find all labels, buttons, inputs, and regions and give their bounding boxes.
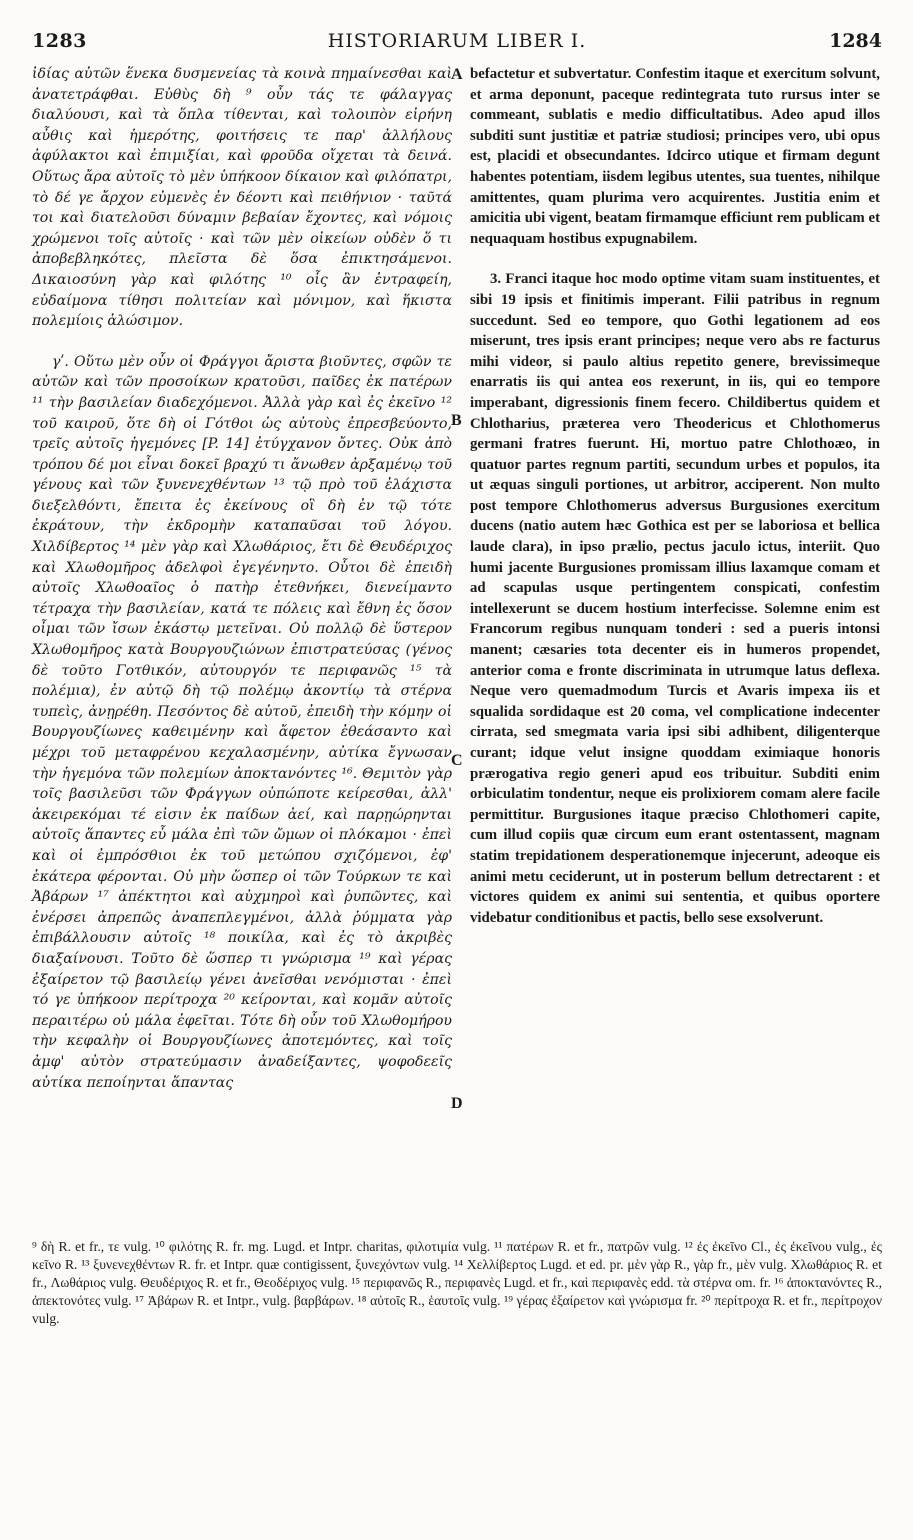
- greek-column: [32, 64, 452, 1093]
- greek-paragraph-2: γʹ. Οὕτω μὲν οὖν οἱ Φράγγοι ἄριστα βιοῦντες, σφῶν τε αὐτῶν καὶ τῶν προσοίκων κρατοῦσι, παῖδες ἐκ πατέρων ¹¹ τὴν βασιλείαν διαδεχόμενοι. Ἀλλὰ γὰρ καὶ ἐς ἐκεῖνο ¹² τοῦ καιροῦ, ὅτε δὴ οἱ Γότθοι ὡς αὐτοὺς ἐπρεσβεύοντο, τρεῖς αὐτοῖς ἡγεμόνες [P. 14] ἐτύγχανον ὄντες. Οὐκ ἀπὸ τρόπου δέ μοι εἶναι δοκεῖ βραχύ τι ἄνωθεν ἀρξαμένῳ τοῦ γένους καὶ τῶν ξυνενεχθέντων ¹³ τῷ πρὸ τοῦ ἐλάχιστα διεξελθόντι, ἔπειτα ἐς ἐκείνους οἳ δὴ ἐν τῷ τότε ἐκράτουν, τὴν ἐκδρομὴν καταπαῦσαι τοῦ λόγου. Χιλδίβερτος ¹⁴ μὲν γὰρ καὶ Χλωθάριος, ἔτι δὲ Θευδέριχος καὶ Χλωθομῆρος ἀδελφοὶ ἐγεγένηντο. Οὗτοι δὲ ἐπειδὴ αὐτοῖς Χλωθοαῖος ὁ πατὴρ ἐτεθνήκει, διενείμαντο τέτραχα τὴν βασιλείαν, κατά τε πόλεις καὶ ἔθνη ἐς ὅσον οἶμαι τῶν ἴσων ἑκάστῳ μετεῖναι. Οὐ πολλῷ δὲ ὕστερον Χλωθομῆρος κατὰ Βουργουζιώνων ἐπιστρατεύσας (γένος δὲ τοῦτο Γοτθικόν, αὐτουργόν τε περιφανῶς ¹⁵ τὰ πολέμια), ἐν αὐτῷ δὴ τῷ πολέμῳ ἀκοντίῳ τὰ στέρνα τυπεὶς, ἀνῃρέθη. Πεσόντος δὲ αὐτοῦ, ἐπειδὴ τὴν κόμην οἱ Βουργουζίωνες καθειμένην καὶ ἄφετον ἐθεάσαντο καὶ μέχρι τοῦ μεταφρένου κεχαλασμένην, αὐτίκα ἔγνωσαν τὴν ἡγεμόνα τῶν πολεμίων ἀποκτανόντες ¹⁶. Θεμιτὸν γὰρ τοῖς βασιλεῦσι τῶν Φράγγων οὐπώποτε κείρεσθαι, ἀλλ' ἀκειρεκόμαι τέ εἰσιν ἐκ παίδων ἀεί, καὶ παρῃώρηνται αὐτοῖς ἅπαντες εὖ μάλα ἐπὶ τῶν ὤμων οἱ πλόκαμοι · ἐπεὶ καὶ οἱ ἐμπρόσθιοι ἐκ τοῦ μετώπου σχιζόμενοι, ἐφ' ἑκάτερα φέρονται. Οὐ μὴν ὥσπερ οἱ τῶν Τούρκων τε καὶ Ἀβάρων ¹⁷ ἀπέκτητοι καὶ αὐχμηροὶ καὶ ῥυπῶντες, καὶ ἐνέρσει ἀπρεπῶς ἀναπεπλεγμένοι, ἀλλὰ ῥύμματα γὰρ ἐπιβάλλουσιν αὐτοῖς ¹⁸ ποικίλα, καὶ ἐς τὸ ἀκριβὲς διαξαίνουσι. Τοῦτο δὲ ὥσπερ τι γνώρισμα ¹⁹ καὶ γέρας ἐξαίρετον τῷ βασιλείῳ γένει ἀνεῖσθαι νενόμισται · ἐπεὶ τό γε ὑπήκοον περίτροχα ²⁰ κείρονται, καὶ κομᾶν αὐτοῖς περαιτέρω οὐ μάλα ἐφεῖται. Τότε δὴ οὖν τοῦ Χλωθομήρου τὴν κεφαλὴν οἱ Βουργουζίωνες ἀποτεμόντες, καὶ τοῖς ἀμφ' αὐτὸν στρατεύμασιν ἀναδείξαντες, ψοφοδεεῖς αὐτίκα πεποίηνται ἅπαντας: [32, 353, 452, 1091]
- footnotes: [32, 1238, 882, 1328]
- latin-paragraph-2: 3. Franci itaque hoc modo optime vitam suam instituentes, et sibi 19 ipsis et finitimis imperant. Filii patribus in regnum succedunt. Sed eo tempore, quo Gothi legationem ad eos miserunt, tres ipsis erant principes; neque vero abs re facturus mihi videor, si paulo altius repetito genere, brevissimeque enarratis iis qui antea eos rexerunt, in iis, qui eo tempore imperabant, digressionis finem fecero. Childibertus quidem et Chlotharius, præterea vero Theodericus et Chlothomerus germani fratres fuerunt. Hi, mortuo patre Chlothoæo, in quatuor partes regnum partiti, secundum urbes et populos, ita ut æquas singuli portiones, ut arbitror, acciperent. Non multo post tempore Chlothomerus adversus Burgusiones exercitum ducens (natio autem hæc Gothica est per se laboriosa et bellica laude clara), in ipso prælio, pectus jaculo ictus, interiit. Quo humi jacente Burgusiones promissam illius laxamque comam et ad scapulas usque pertingentem conspicati, confestim intellexerunt se ducem hostium interfecisse. Solemne enim est Francorum regibus nunquam tonderi : sed a pueris intonsi manent; cæsaries tota decenter eis in humeros propendet, anterior coma e fronte discriminata in utrumque latus deflexa. Neque vero quemadmodum Turcis et Avaris impexa iis et squalida sordidaque est 20 coma, vel complicatione indecenter cirrata, sed smegmata varia ipsi sibi adhibent, diligenterque curant; idque velut insigne quoddam eximiaque honoris prærogativa regio generi apud eos tribuitur. Subditi enim orbiculatim tondentur, neque eis prolixiorem comam alere facile permittitur. Burgusiones itaque præciso Chlothomeri capite, cum illud copiis quæ circum eum erant ostentassent, magnam statim trepidationem desperationemque injecerunt, adeoque eis animi metu ceciderunt, ut in posterum bellum detrectarent : et victores quidem ex animi sui sententia, et quibus oportere videbatur conditionibus et pactis, bello sese exsolverunt.: [470, 271, 880, 926]
- latin-column: [470, 64, 880, 928]
- running-header: [32, 30, 882, 60]
- latin-paragraph-1: befactetur et subvertatur. Confestim itaque et exercitum solvunt, et arma deponunt, paceque redintegrata tuto rursus inter se commeant, sublatis e medio difficultatibus. Adeo apud illos subditi sunt justitiæ et patriæ studiosi; principes vero, ubi opus est, placidi et obsecundantes. Idcirco utique et firmam degunt habentes potentiam, iisdem legibus utentes, sua tuentes, nihilque amittentes, quam plurima vero acquirentes. Justitia enim et amicitia ubi vigent, beatam firmamque efficiunt rem publicam et nequaquam hostibus expugnabilem.: [470, 66, 880, 247]
- running-title: HISTORIARUM LIBER I.: [327, 30, 587, 52]
- left-page-number: 1283: [32, 30, 87, 52]
- margin-letter-d: D: [451, 1095, 463, 1112]
- margin-letter-a: A: [451, 66, 463, 83]
- greek-paragraph-1: ἰδίας αὐτῶν ἕνεκα δυσμενείας τὰ κοινὰ πημαίνεσθαι καὶ ἀνατετράφθαι. Εὐθὺς δὴ ⁹ οὖν τάς τε φάλαγγας διαλύουσι, καὶ τὰ ὅπλα τίθενται, καὶ τολοιπὸν εἰρήνη αὖθις καὶ ἡμερότης, φοιτήσεις τε παρ' ἀλλήλους ἀφύλακτοι καὶ ἐπιμιξίαι, καὶ φροῦδα οἴχεται τὰ δεινά. Οὕτως ἄρα αὐτοῖς τὸ μὲν ὑπήκοον δίκαιον καὶ φιλόπατρι, τὸ δέ γε ἄρχον εὐμενὲς ἐν δέοντι καὶ πειθήνιον · ταῦτά τοι καὶ διατελοῦσι δύναμιν βεβαίαν ἔχοντες, καὶ νόμοις χρώμενοι τοῖς αὐτοῖς · καὶ τῶν μὲν οἰκείων οὐδὲν ὅ τι ἀποβεβληκότες, πλεῖστα δὲ ὅσα ἐπικτησάμενοι. Δικαιοσύνη γὰρ καὶ φιλότης ¹⁰ οἷς ἂν ἐντραφείη, εὐδαίμονα τίθησι πολιτείαν καὶ μόνιμον, καὶ ἥκιστα πολεμίοις ἁλώσιμον.: [32, 66, 452, 330]
- right-page-number: 1284: [829, 30, 882, 52]
- footnotes-text: ⁹ δὴ R. et fr., τε vulg. ¹⁰ φιλότης R. fr. mg. Lugd. et Intpr. charitas, φιλοτιμία vulg. ¹¹ πατέρων R. et fr., πατρῶν vulg. ¹² ἐς ἐκεῖνο Cl., ἐς ἐκεῖνου vulg., ἐς κεῖνο R. ¹³ ξυνενεχθέντων R. fr. et Intpr. quæ contigissent, ξυνεχόντων vulg. ¹⁴ Χελλίβερτος Lugd. et ed. pr. μὲν γὰρ R., γὰρ fr., μὲν vulg. Χλωθάριος R. et fr., Λωθάριος vulg. Θευδέριχος R. et fr., Θεοδέριχος vulg. ¹⁵ περιφανῶς R., περιφανὲς Lugd. et fr., καὶ περιφανὲς edd. τὰ στέρνα om. fr. ¹⁶ ἀποκτανόντες R., ἀπεκτονότες vulg. ¹⁷ Ἀβάρων R. et Intpr., vulg. βαρβάρων. ¹⁸ αὐτοῖς R., ἑαυτοῖς vulg. ¹⁹ γέρας ἐξαίρετον καὶ γνώρισμα fr. ²⁰ περίτροχα R. et fr., περίτροχον vulg.: [32, 1239, 882, 1326]
- margin-letter-b: B: [451, 412, 462, 429]
- margin-letter-c: C: [451, 752, 463, 769]
